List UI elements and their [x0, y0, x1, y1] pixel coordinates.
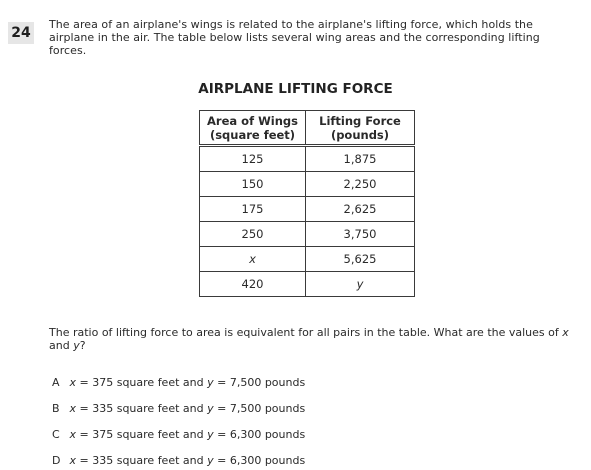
question-prompt: [49, 326, 574, 352]
prompt-variable: y: [73, 339, 80, 352]
area-cell: 175: [200, 197, 306, 222]
table-header-row: [200, 111, 415, 146]
force-cell: 2,250: [306, 172, 415, 197]
prompt-variable: x: [562, 326, 569, 339]
choice-b[interactable]: [52, 402, 305, 415]
question-stem: The area of an airplane's wings is related to the airplane's lifting force, which holds the airplane in the air. The table below lists several wing areas and the corresponding lifting forces.: [49, 18, 540, 57]
table-row: [200, 197, 415, 222]
table-row: [200, 222, 415, 247]
force-cell: 1,875: [306, 146, 415, 172]
area-cell: 125: [200, 146, 306, 172]
choice-c[interactable]: [52, 428, 305, 441]
choice-x-var: x: [69, 428, 77, 441]
choice-y-text: = 7,500 pounds: [213, 402, 306, 415]
choice-x-text: = 375 square feet and: [76, 376, 208, 389]
header-force-line1: Lifting Force: [319, 113, 401, 128]
choice-y-text: = 6,300 pounds: [213, 454, 306, 467]
lifting-force-table: [199, 110, 415, 297]
choice-y-var: y: [207, 428, 214, 441]
prompt-text: The ratio of lifting force to area is equivalent for all pairs in the table. What are the values of x and y?: [49, 326, 569, 352]
area-cell: 420: [200, 272, 306, 297]
choice-y-var: y: [207, 402, 214, 415]
header-area-line2: (square feet): [209, 127, 296, 142]
table-row: [200, 146, 415, 172]
choice-y-text: = 7,500 pounds: [213, 376, 306, 389]
choice-a[interactable]: [52, 376, 305, 389]
choice-x-var: x: [69, 454, 77, 467]
header-area-line1: Area of Wings: [207, 113, 298, 128]
choice-y-text: = 6,300 pounds: [213, 428, 306, 441]
choice-y-var: y: [207, 376, 214, 389]
header-force: [306, 111, 415, 146]
choice-letter: B: [52, 402, 60, 415]
force-cell: 3,750: [306, 222, 415, 247]
table-title: AIRPLANE LIFTING FORCE: [198, 81, 393, 97]
force-cell-unknown-y: y: [306, 272, 415, 297]
choice-x-text: = 375 square feet and: [76, 428, 208, 441]
question-number: 24: [8, 22, 34, 44]
choice-d[interactable]: [52, 454, 305, 467]
choice-letter: D: [52, 454, 61, 467]
force-cell: 2,625: [306, 197, 415, 222]
area-cell: 150: [200, 172, 306, 197]
choice-y-var: y: [207, 454, 214, 467]
force-cell: 5,625: [306, 247, 415, 272]
area-cell: 250: [200, 222, 306, 247]
table-row: [200, 272, 415, 297]
table-row: [200, 172, 415, 197]
choice-x-var: x: [69, 402, 77, 415]
choice-x-var: x: [69, 376, 77, 389]
area-cell-unknown-x: x: [200, 247, 306, 272]
header-force-line2: (pounds): [330, 127, 390, 142]
choice-x-text: = 335 square feet and: [76, 402, 208, 415]
header-area: [200, 111, 306, 146]
choice-x-text: = 335 square feet and: [76, 454, 208, 467]
choice-letter: A: [52, 376, 60, 389]
table-row: [200, 247, 415, 272]
choice-letter: C: [52, 428, 60, 441]
